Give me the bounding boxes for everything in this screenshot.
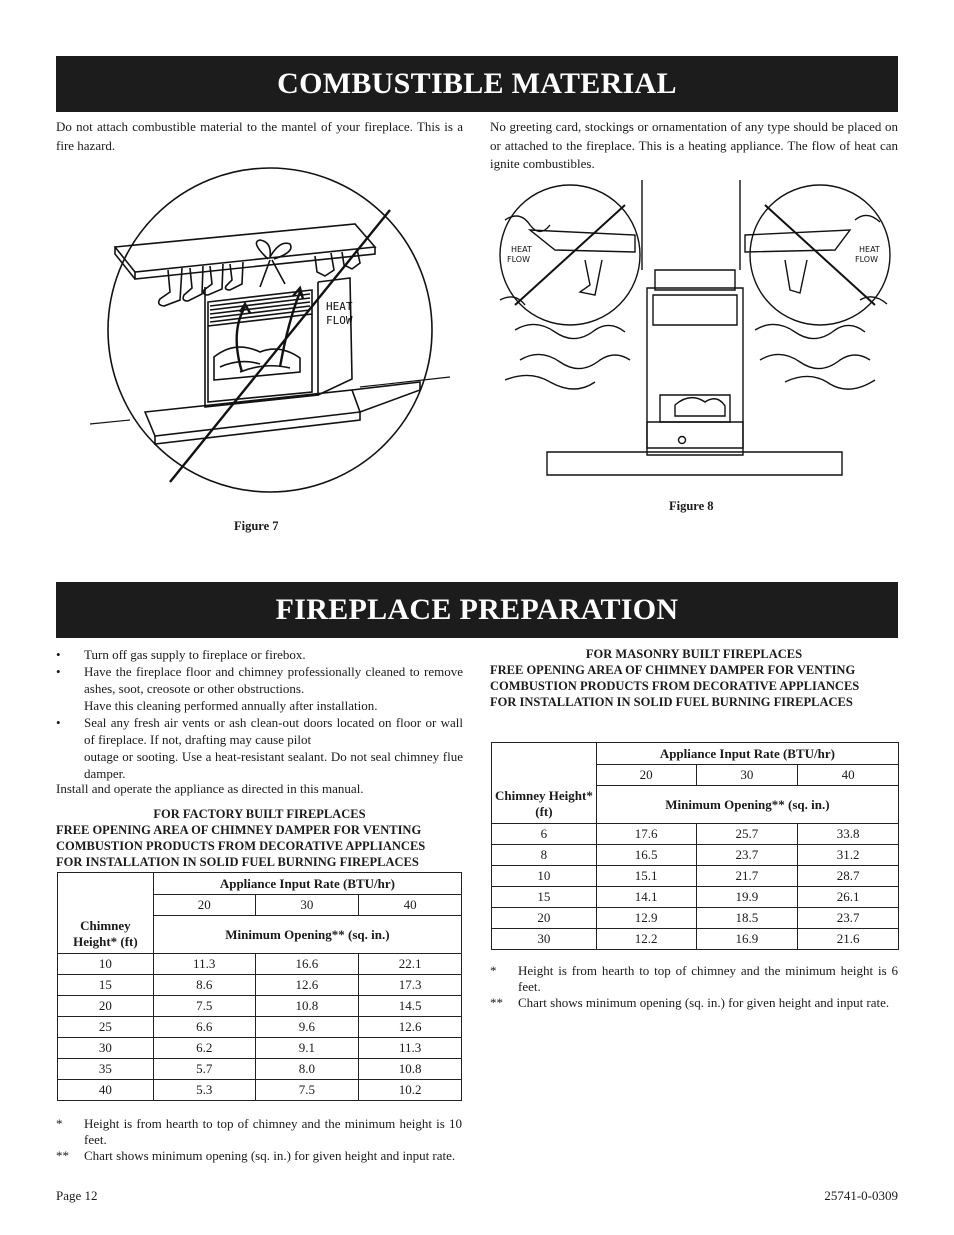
figure-8-illustration	[495, 180, 895, 480]
bullet-continuation: outage or sooting. Use a heat-resistant sealant. Do not seal chimney flue damper.	[84, 749, 463, 781]
opening-value-cell: 5.7	[153, 1059, 255, 1080]
opening-value-cell: 14.1	[596, 887, 696, 908]
rate-cell: 40	[798, 765, 899, 786]
rate-header: Appliance Input Rate (BTU/hr)	[596, 743, 898, 765]
note-text: Height is from hearth to top of chimney and the minimum height is 10 feet.	[84, 1116, 462, 1147]
opening-header: Minimum Opening** (sq. in.)	[153, 916, 461, 954]
bullet-text: Seal any fresh air vents or ash clean-out doors located on floor or wall of fireplace. If not, drafting may cause pilot	[84, 715, 463, 747]
table-row	[492, 929, 899, 950]
table-row	[58, 1059, 462, 1080]
masonry-built-heading	[490, 646, 898, 710]
chimney-height-cell: 10	[492, 866, 597, 887]
height-header: Chimney Height* (ft)	[492, 786, 597, 824]
table-row	[58, 1017, 462, 1038]
heading-line: FOR FACTORY BUILT FIREPLACES	[153, 807, 366, 821]
opening-value-cell: 8.0	[255, 1059, 359, 1080]
opening-value-cell: 16.9	[696, 929, 798, 950]
rate-header: Appliance Input Rate (BTU/hr)	[153, 873, 461, 895]
bullet-continuation: Have this cleaning performed annually after installation.	[84, 698, 378, 713]
opening-value-cell: 7.5	[153, 996, 255, 1017]
chimney-height-cell: 10	[58, 954, 154, 975]
opening-value-cell: 17.6	[596, 824, 696, 845]
rate-cell: 40	[359, 895, 462, 916]
chimney-height-cell: 30	[58, 1038, 154, 1059]
masonry-table-notes	[490, 963, 898, 1011]
table-row	[492, 866, 899, 887]
opening-value-cell: 28.7	[798, 866, 899, 887]
combustible-material-banner	[56, 56, 898, 112]
opening-value-cell: 22.1	[359, 954, 462, 975]
opening-value-cell: 6.6	[153, 1017, 255, 1038]
factory-opening-table	[57, 872, 462, 1101]
left-heat-flow-label-bottom: FLOW	[507, 255, 530, 264]
note-item	[56, 1148, 462, 1164]
figure-7-illustration	[90, 162, 450, 507]
bullet-item	[56, 714, 463, 782]
opening-value-cell: 19.9	[696, 887, 798, 908]
note-marker: **	[490, 995, 503, 1010]
opening-value-cell: 25.7	[696, 824, 798, 845]
table-corner-cell	[58, 873, 154, 916]
chimney-height-cell: 35	[58, 1059, 154, 1080]
table-row	[58, 996, 462, 1017]
table-row	[58, 954, 462, 975]
opening-value-cell: 18.5	[696, 908, 798, 929]
chimney-height-cell: 25	[58, 1017, 154, 1038]
left-warning-text: Do not attach combustible material to the mantel of your fireplace. This is a fire hazard.	[56, 119, 463, 153]
table-row	[492, 887, 899, 908]
note-marker: *	[56, 1116, 63, 1131]
opening-value-cell: 17.3	[359, 975, 462, 996]
note-item	[490, 995, 898, 1011]
chimney-height-cell: 20	[58, 996, 154, 1017]
preparation-bullet-list	[56, 646, 463, 782]
factory-table-notes	[56, 1116, 462, 1164]
right-heat-flow-label-top: HEAT	[859, 245, 880, 254]
rate-cell: 30	[696, 765, 798, 786]
page-number: Page 12	[56, 1188, 98, 1203]
factory-built-heading	[56, 806, 463, 870]
opening-value-cell: 33.8	[798, 824, 899, 845]
opening-value-cell: 10.2	[359, 1080, 462, 1101]
bullet-item	[56, 646, 463, 663]
note-item	[56, 1116, 462, 1148]
opening-value-cell: 31.2	[798, 845, 899, 866]
note-text: Chart shows minimum opening (sq. in.) for given height and input rate.	[84, 1148, 456, 1163]
chimney-height-cell: 6	[492, 824, 597, 845]
bullet-item	[56, 663, 463, 714]
opening-value-cell: 6.2	[153, 1038, 255, 1059]
table-row	[58, 1038, 462, 1059]
chimney-height-cell: 8	[492, 845, 597, 866]
heading-line: COMBUSTION PRODUCTS FROM DECORATIVE APPLIANCES	[56, 839, 426, 853]
bullet-text: Turn off gas supply to fireplace or firebox.	[84, 647, 306, 662]
opening-value-cell: 12.9	[596, 908, 696, 929]
chimney-height-cell: 20	[492, 908, 597, 929]
opening-value-cell: 11.3	[359, 1038, 462, 1059]
chimney-height-cell: 15	[58, 975, 154, 996]
section-title: COMBUSTIBLE MATERIAL	[277, 67, 677, 100]
note-item	[490, 963, 898, 995]
opening-value-cell: 14.5	[359, 996, 462, 1017]
opening-value-cell: 8.6	[153, 975, 255, 996]
opening-value-cell: 9.6	[255, 1017, 359, 1038]
fireplace-preparation-banner	[56, 582, 898, 638]
table-row	[492, 824, 899, 845]
note-text: Chart shows minimum opening (sq. in.) for given height and input rate.	[518, 995, 890, 1010]
opening-value-cell: 21.7	[696, 866, 798, 887]
heading-line: FOR INSTALLATION IN SOLID FUEL BURNING FIREPLACES	[490, 695, 853, 709]
opening-value-cell: 26.1	[798, 887, 899, 908]
bullet-text: Have the fireplace floor and chimney professionally cleaned to remove ashes, soot, creosote or other obstructions.	[84, 664, 463, 696]
rate-cell: 30	[255, 895, 359, 916]
table-row	[492, 908, 899, 929]
opening-value-cell: 16.6	[255, 954, 359, 975]
opening-header: Minimum Opening** (sq. in.)	[596, 786, 898, 824]
opening-value-cell: 12.6	[359, 1017, 462, 1038]
opening-value-cell: 15.1	[596, 866, 696, 887]
chimney-height-cell: 30	[492, 929, 597, 950]
right-warning-text: No greeting card, stockings or ornamentation of any type should be placed on or attached to the fireplace. This is a heating appliance. The flow of heat can ignite combustibles.	[490, 119, 898, 171]
opening-value-cell: 11.3	[153, 954, 255, 975]
opening-value-cell: 12.2	[596, 929, 696, 950]
table-row	[58, 975, 462, 996]
masonry-opening-table	[491, 742, 899, 950]
table-row	[58, 1080, 462, 1101]
right-heat-flow-label-bottom: FLOW	[855, 255, 878, 264]
heat-flow-label-top: HEAT	[326, 300, 353, 313]
heading-line: FREE OPENING AREA OF CHIMNEY DAMPER FOR VENTING	[490, 663, 856, 677]
opening-value-cell: 9.1	[255, 1038, 359, 1059]
rate-cell: 20	[596, 765, 696, 786]
note-marker: **	[56, 1148, 69, 1163]
heading-line: FOR INSTALLATION IN SOLID FUEL BURNING FIREPLACES	[56, 855, 419, 869]
table-row	[492, 845, 899, 866]
opening-value-cell: 7.5	[255, 1080, 359, 1101]
figure-7-caption: Figure 7	[234, 519, 279, 533]
chimney-height-cell: 15	[492, 887, 597, 908]
heading-line: COMBUSTION PRODUCTS FROM DECORATIVE APPLIANCES	[490, 679, 860, 693]
heat-flow-label-bottom: FLOW	[326, 314, 353, 327]
opening-value-cell: 23.7	[696, 845, 798, 866]
opening-value-cell: 21.6	[798, 929, 899, 950]
opening-value-cell: 5.3	[153, 1080, 255, 1101]
opening-value-cell: 10.8	[255, 996, 359, 1017]
install-note: Install and operate the appliance as directed in this manual.	[56, 781, 364, 796]
table-corner-cell	[492, 743, 597, 786]
heading-line: FREE OPENING AREA OF CHIMNEY DAMPER FOR VENTING	[56, 823, 422, 837]
opening-value-cell: 16.5	[596, 845, 696, 866]
height-header: Chimney Height* (ft)	[58, 916, 154, 954]
section-title: FIREPLACE PREPARATION	[275, 593, 679, 626]
opening-value-cell: 12.6	[255, 975, 359, 996]
opening-value-cell: 23.7	[798, 908, 899, 929]
document-number: 25741-0-0309	[824, 1188, 898, 1203]
note-marker: *	[490, 963, 497, 978]
opening-value-cell: 10.8	[359, 1059, 462, 1080]
heading-line: FOR MASONRY BUILT FIREPLACES	[585, 647, 803, 661]
note-text: Height is from hearth to top of chimney and the minimum height is 6 feet.	[518, 963, 898, 994]
left-heat-flow-label-top: HEAT	[511, 245, 532, 254]
rate-cell: 20	[153, 895, 255, 916]
figure-8-caption: Figure 8	[669, 499, 714, 513]
chimney-height-cell: 40	[58, 1080, 154, 1101]
